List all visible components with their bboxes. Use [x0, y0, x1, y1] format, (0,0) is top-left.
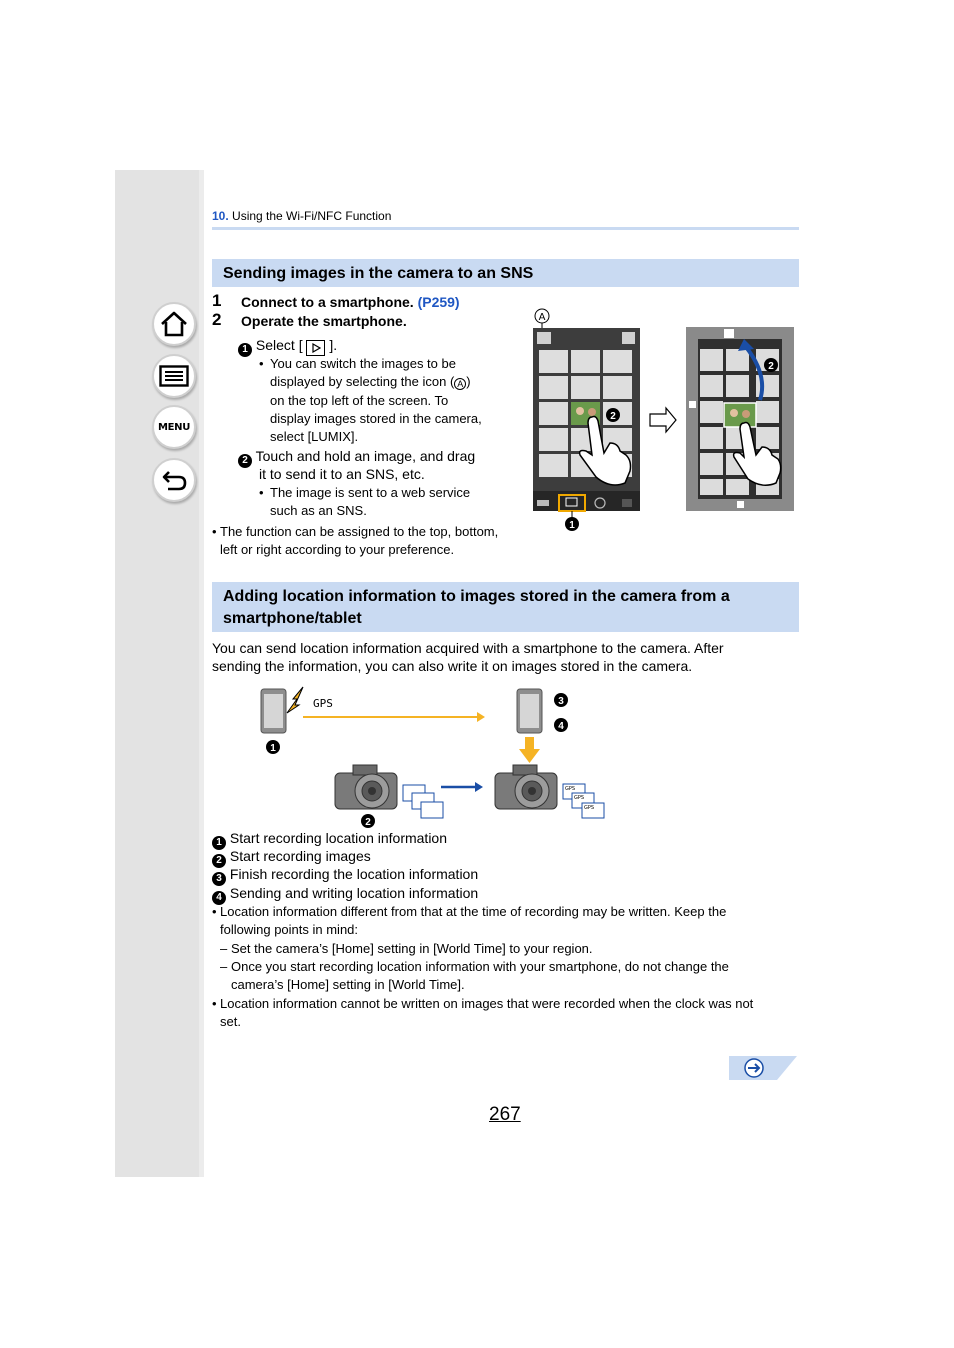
note-line: The image is sent to a web service — [270, 485, 471, 500]
step-2-text: Operate the smartphone. — [241, 313, 407, 329]
note-line: on the top left of the screen. To — [270, 392, 449, 408]
sns-illustration — [530, 305, 800, 537]
note-bullet: • — [212, 904, 217, 919]
heading-line: smartphone/tablet — [223, 610, 362, 627]
gps-label: GPS — [313, 697, 333, 710]
marker-1: 1 — [238, 343, 252, 357]
svg-text:GPS: GPS — [584, 805, 595, 811]
footnote-bullet: • — [212, 524, 217, 539]
menu-icon: MENU — [157, 421, 191, 433]
note-line: camera’s [Home] setting in [World Time]. — [231, 977, 465, 993]
note-line: Location information cannot be written on images that were recorded when the clock was not — [220, 996, 754, 1011]
substep-2-line1: Touch and hold an image, and drag — [255, 448, 476, 464]
marker-2: 2 — [238, 454, 252, 468]
legend-text: Sending and writing location information — [229, 885, 479, 901]
home-button[interactable] — [152, 302, 196, 346]
send-arrow — [519, 749, 540, 763]
marker-a: A — [454, 378, 466, 390]
location-diagram — [255, 685, 615, 830]
note-line: Once you start recording location information with your smartphone, do not change the — [231, 959, 729, 974]
chapter-number: 10. — [212, 209, 229, 223]
heading-line: Adding location information to images stored in the camera from a — [223, 588, 730, 605]
step-number-2: 2 — [212, 310, 222, 329]
note-line: displayed by selecting the icon ( A ) — [270, 374, 471, 390]
legend-marker: 3 — [212, 872, 226, 886]
intro-text — [212, 639, 724, 675]
note-line: display images stored in the camera, — [270, 410, 482, 426]
legend-marker: 2 — [212, 854, 226, 868]
camera-1 — [335, 765, 397, 809]
section-heading-location — [212, 582, 799, 632]
sub-note-1: Set the camera’s [Home] setting in [World Time] to your region. — [231, 941, 593, 956]
svg-text:3: 3 — [558, 696, 564, 707]
home-icon — [160, 311, 188, 337]
chapter-title: Using the Wi-Fi/NFC Function — [232, 209, 392, 223]
svg-text:1: 1 — [270, 743, 276, 754]
menu-button[interactable] — [152, 405, 196, 449]
legend-marker: 4 — [212, 891, 226, 905]
note-line: such as an SNS. — [270, 503, 367, 519]
footnote-line: The function can be assigned to the top, bottom, — [220, 524, 499, 539]
legend-text: Finish recording the location information — [229, 866, 479, 882]
note-line: set. — [220, 1014, 241, 1030]
next-page-button[interactable] — [729, 1056, 797, 1080]
substep-1-bullet: • — [259, 356, 264, 371]
back-icon — [160, 468, 188, 492]
step-number-1: 1 — [212, 291, 222, 310]
transition-arrow — [650, 408, 676, 432]
svg-text:2: 2 — [610, 411, 616, 422]
substep-2-note — [270, 484, 470, 521]
chapter-header — [212, 209, 391, 223]
note-bullet: • — [212, 996, 217, 1011]
page-number: 267 — [489, 1104, 521, 1125]
contents-list-icon — [159, 365, 189, 387]
note-1 — [220, 903, 726, 940]
playback-icon — [306, 340, 325, 356]
note-line: select [LUMIX]. — [270, 429, 359, 445]
svg-text:1: 1 — [569, 520, 575, 531]
header-rule — [212, 227, 799, 230]
dragged-photo — [724, 403, 756, 427]
note-2 — [220, 995, 753, 1032]
svg-text:GPS: GPS — [565, 786, 576, 792]
note-line: following points in mind: — [220, 922, 359, 938]
signal-icon — [287, 687, 303, 713]
intro-line: You can send location information acquired with a smartphone to the camera. After — [212, 640, 724, 656]
substep-1 — [238, 336, 337, 357]
dash-marker: – — [220, 941, 228, 956]
sidebar-edge — [199, 170, 204, 1177]
svg-text:2: 2 — [768, 361, 774, 372]
marker-a-label: A — [538, 312, 546, 323]
intro-line: sending the information, you can also write it on images stored in the camera. — [212, 658, 693, 674]
substep-1-text-after: ]. — [329, 337, 338, 353]
sub-note-2 — [231, 958, 729, 995]
legend-text: Start recording images — [229, 848, 371, 864]
legend-item — [212, 865, 478, 886]
legend-text: Start recording location information — [229, 830, 447, 846]
camera-2 — [495, 765, 557, 809]
substep-2-bullet: • — [259, 485, 264, 500]
substep-1-text-before: Select [ — [255, 337, 303, 353]
footnote-line: left or right according to your preference. — [220, 542, 455, 558]
page-link-p259[interactable]: (P259) — [417, 294, 460, 310]
back-button[interactable] — [152, 458, 196, 502]
legend-item — [212, 884, 478, 905]
substep-2-line2: it to send it to an SNS, etc. — [259, 466, 425, 482]
section-heading-sns: Sending images in the camera to an SNS — [212, 259, 799, 287]
svg-text:2: 2 — [365, 817, 371, 828]
svg-text:GPS: GPS — [574, 795, 585, 801]
substep-1-note — [270, 355, 510, 446]
footnote — [220, 523, 498, 560]
note-line: Location information different from that at the time of recording may be written. Keep the — [220, 904, 727, 919]
dash-marker: – — [220, 959, 228, 974]
legend-marker: 1 — [212, 836, 226, 850]
step-1-text: Connect to a smartphone. — [241, 294, 414, 310]
step-1 — [241, 294, 460, 310]
contents-button[interactable] — [152, 354, 196, 398]
svg-text:4: 4 — [558, 721, 564, 732]
note-line: You can switch the images to be — [270, 356, 456, 371]
